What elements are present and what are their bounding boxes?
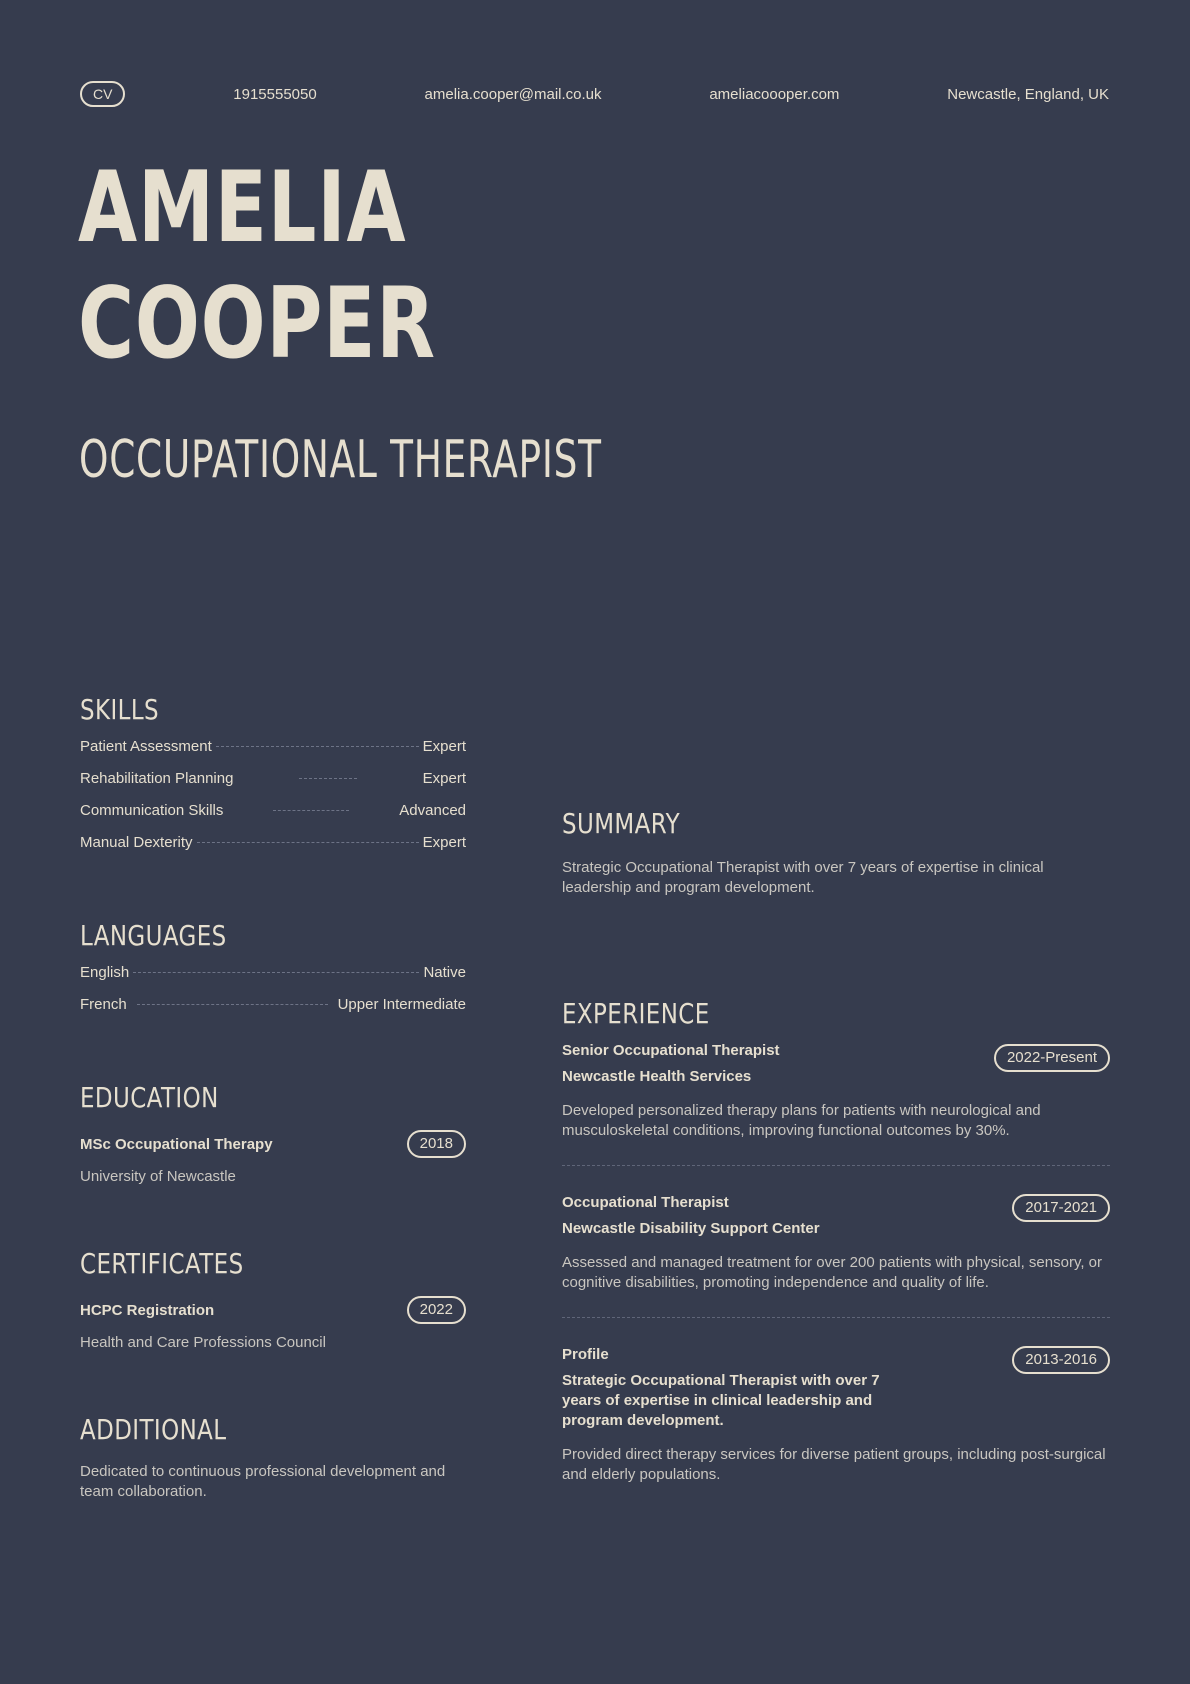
language-level: Upper Intermediate bbox=[337, 996, 466, 1013]
section-title-languages: LANGUAGES bbox=[80, 919, 227, 952]
school: University of Newcastle bbox=[80, 1168, 236, 1185]
full-name bbox=[78, 150, 436, 382]
skill-row bbox=[80, 738, 466, 770]
first-name: AMELIA bbox=[78, 151, 407, 265]
cv-badge: CV bbox=[80, 81, 125, 107]
skill-level: Expert bbox=[422, 738, 466, 755]
section-title-skills: SKILLS bbox=[80, 693, 160, 726]
experience-item bbox=[562, 1042, 1110, 1141]
website-link[interactable]: ameliacoooper.com bbox=[709, 85, 840, 103]
language-name: English bbox=[80, 964, 130, 981]
experience-item bbox=[562, 1346, 1110, 1485]
skill-name: Rehabilitation Planning bbox=[80, 770, 234, 787]
job-description: Assessed and managed treatment for over 200 patients with physical, sensory, or cognitive disabilities, promoting independence and quality of life. bbox=[562, 1254, 1103, 1291]
language-level: Native bbox=[423, 964, 466, 981]
section-title-additional: ADDITIONAL bbox=[80, 1413, 227, 1446]
dotted-leader bbox=[133, 972, 419, 973]
phone-number[interactable]: 1915555050 bbox=[233, 85, 317, 103]
company: Strategic Occupational Therapist with over 7 years of expertise in clinical leadership and program development. bbox=[562, 1372, 880, 1429]
company: Newcastle Health Services bbox=[562, 1068, 752, 1085]
certificate-name: HCPC Registration bbox=[80, 1301, 215, 1319]
location: Newcastle, England, UK bbox=[947, 85, 1109, 103]
dotted-leader bbox=[197, 842, 419, 843]
period-badge: 2022-Present bbox=[994, 1044, 1110, 1072]
additional-text: Dedicated to continuous professional development and team collaboration. bbox=[80, 1463, 446, 1500]
certificates-section bbox=[80, 1246, 466, 1351]
additional-section bbox=[80, 1412, 466, 1502]
summary-text: Strategic Occupational Therapist with over 7 years of expertise in clinical leadership and program development. bbox=[562, 859, 1044, 896]
certificate-issuer: Health and Care Professions Council bbox=[80, 1334, 326, 1351]
section-title-certificates: CERTIFICATES bbox=[80, 1247, 244, 1280]
skills-section bbox=[80, 692, 466, 866]
job-description: Developed personalized therapy plans for patients with neurological and musculoskeletal conditions, improving functional outcomes by 30%. bbox=[562, 1102, 1041, 1139]
skill-level: Expert bbox=[422, 834, 466, 851]
period-badge: 2017-2021 bbox=[1012, 1194, 1110, 1222]
summary-section bbox=[562, 806, 1110, 898]
job-role: Occupational Therapist bbox=[562, 1194, 729, 1211]
job-title: OCCUPATIONAL THERAPIST bbox=[79, 430, 602, 490]
dotted-leader bbox=[299, 778, 357, 779]
section-title-experience: EXPERIENCE bbox=[562, 997, 710, 1030]
language-row bbox=[80, 964, 466, 996]
job-role: Senior Occupational Therapist bbox=[562, 1042, 780, 1059]
dashed-divider bbox=[562, 1165, 1110, 1166]
education-item bbox=[80, 1130, 466, 1185]
degree: MSc Occupational Therapy bbox=[80, 1135, 273, 1153]
experience-section bbox=[562, 996, 1110, 1485]
skill-name: Manual Dexterity bbox=[80, 834, 193, 851]
job-description: Provided direct therapy services for diverse patient groups, including post-surgical and elderly populations. bbox=[562, 1446, 1106, 1483]
year-badge: 2022 bbox=[407, 1296, 466, 1324]
dashed-divider bbox=[562, 1317, 1110, 1318]
experience-item bbox=[562, 1194, 1110, 1293]
section-title-summary: SUMMARY bbox=[562, 807, 681, 840]
email-link[interactable]: amelia.cooper@mail.co.uk bbox=[424, 85, 602, 103]
language-row bbox=[80, 996, 466, 1028]
job-role: Profile bbox=[562, 1346, 609, 1363]
year-badge: 2018 bbox=[407, 1130, 466, 1158]
contact-row bbox=[80, 81, 1109, 107]
skill-level: Advanced bbox=[399, 802, 467, 819]
section-title-education: EDUCATION bbox=[80, 1081, 219, 1114]
skill-name: Patient Assessment bbox=[80, 738, 212, 755]
skill-row bbox=[80, 770, 466, 802]
education-section bbox=[80, 1080, 466, 1185]
period-badge: 2013-2016 bbox=[1012, 1346, 1110, 1374]
skill-level: Expert bbox=[422, 770, 466, 787]
skill-row bbox=[80, 802, 466, 834]
certificate-item bbox=[80, 1296, 466, 1351]
last-name: COOPER bbox=[78, 267, 436, 381]
skill-name: Communication Skills bbox=[80, 802, 224, 819]
company: Newcastle Disability Support Center bbox=[562, 1220, 820, 1237]
dotted-leader bbox=[137, 1004, 328, 1005]
language-name: French bbox=[80, 996, 127, 1013]
skill-row bbox=[80, 834, 466, 866]
dotted-leader bbox=[273, 810, 349, 811]
dotted-leader bbox=[216, 746, 419, 747]
languages-section bbox=[80, 918, 466, 1028]
